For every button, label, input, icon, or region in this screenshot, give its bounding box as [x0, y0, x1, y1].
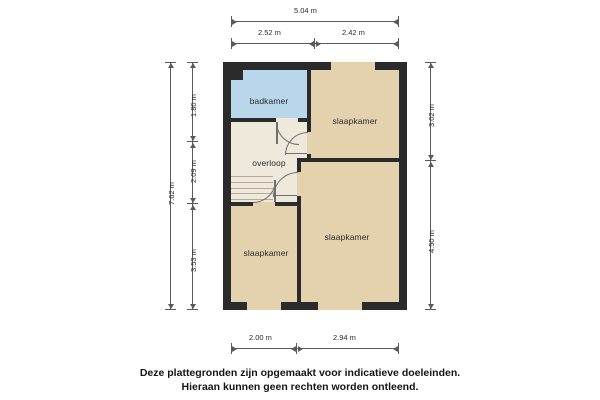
- window-bottom-left: [247, 302, 281, 310]
- dim-arrow: [309, 41, 314, 47]
- dim-right-bottom: 4.50 m: [427, 230, 436, 253]
- dim-tick: [398, 38, 399, 49]
- dim-arrow: [190, 205, 196, 210]
- dim-arrow: [298, 346, 303, 352]
- dim-left-inner-top: 1.80 m: [189, 94, 198, 117]
- room-slaapkamer-top-right: [311, 70, 399, 158]
- dim-line-top-overall: [231, 21, 399, 22]
- dim-arrow: [393, 19, 398, 25]
- dim-arrow: [428, 162, 434, 167]
- label-overloop: overloop: [252, 158, 286, 168]
- dim-left-inner-bottom: 3.53 m: [189, 249, 198, 272]
- door-leaf-slaapkamer-bottom-right: [273, 195, 297, 197]
- dim-arrow: [168, 304, 174, 309]
- dim-tick: [398, 16, 399, 27]
- dim-left-inner-mid: 2.09 m: [189, 160, 198, 183]
- dim-arrow: [232, 19, 237, 25]
- dim-arrow: [168, 63, 174, 68]
- dim-arrow: [428, 155, 434, 160]
- door-leaf-slaapkamer-top-right: [285, 153, 307, 155]
- dim-arrow: [232, 346, 237, 352]
- dim-arrow: [428, 63, 434, 68]
- dim-arrow: [232, 41, 237, 47]
- dim-bottom-left: 2.00 m: [249, 333, 272, 342]
- dim-arrow: [190, 304, 196, 309]
- dim-right-top: 3.02 m: [427, 104, 436, 127]
- dim-line-top-right: [315, 43, 399, 44]
- door-leaf-badkamer: [276, 122, 278, 144]
- dim-line-bottom-left: [231, 348, 297, 349]
- dim-arrow: [316, 41, 321, 47]
- label-badkamer: badkamer: [249, 96, 289, 106]
- dim-tick: [187, 309, 198, 310]
- dim-top-overall: 5.04 m: [294, 6, 317, 15]
- dim-line-bottom-right: [297, 348, 399, 349]
- dim-arrow: [190, 143, 196, 148]
- label-slaapkamer-top-right: slaapkamer: [332, 116, 378, 126]
- dim-arrow: [190, 198, 196, 203]
- window-top-right: [331, 62, 375, 70]
- dim-arrow: [393, 346, 398, 352]
- dim-tick: [398, 343, 399, 354]
- dim-tick: [165, 309, 176, 310]
- interior-wall-horizontal: [297, 158, 399, 162]
- wall-notch: [231, 70, 243, 80]
- label-slaapkamer-bottom-right: slaapkamer: [324, 232, 370, 242]
- window-bottom-right: [318, 302, 362, 310]
- dim-arrow: [291, 346, 296, 352]
- dim-tick: [425, 309, 436, 310]
- label-slaapkamer-bottom-left: slaapkamer: [243, 248, 289, 258]
- footer-line-1: Deze plattegronden zijn opgemaakt voor indicatieve doeleinden.: [139, 367, 461, 379]
- dim-line-top-left: [231, 43, 315, 44]
- dim-left-outer: 7.62 m: [167, 182, 176, 205]
- dim-top-left: 2.52 m: [258, 28, 281, 37]
- dim-top-right: 2.42 m: [342, 28, 365, 37]
- door-leaf-slaapkamer-bottom-left: [274, 180, 276, 202]
- dim-arrow: [190, 136, 196, 141]
- dim-arrow: [190, 63, 196, 68]
- dim-arrow: [393, 41, 398, 47]
- footer-line-2: Hieraan kunnen geen rechten worden ontleend.: [181, 381, 419, 393]
- dim-bottom-right: 2.94 m: [333, 333, 356, 342]
- dim-arrow: [428, 304, 434, 309]
